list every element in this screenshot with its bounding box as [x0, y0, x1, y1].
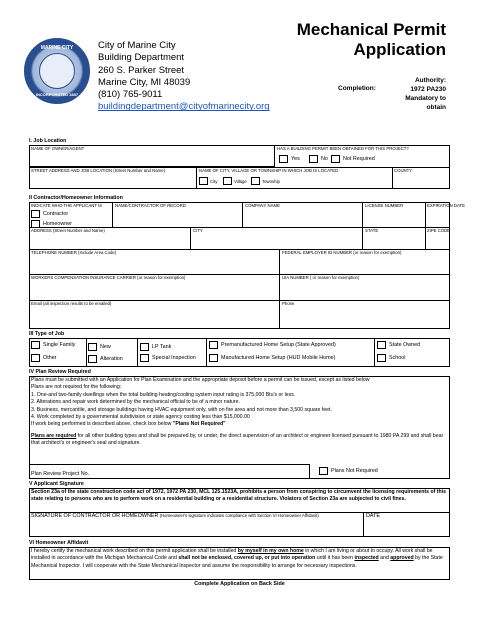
special-inspection-checkbox[interactable]: [140, 354, 149, 362]
school-label: School: [389, 355, 406, 361]
affidavit-part-1: I hereby certify the mechanical work described on this permit application shall be installed: [31, 548, 238, 554]
permit-obtained-label: HAS A BUILDING PERMIT BEEN OBTAINED FOR THIS PROJECT?: [277, 146, 409, 151]
village-option-label: Village: [234, 179, 247, 184]
plan-review-p3: [31, 421, 448, 428]
homeowner-label: Homeowner: [43, 221, 73, 227]
zip-label: ZIPE CODE: [427, 228, 451, 233]
plan-review-item-3: 3. Business, mercantile, and storage buildings having HVAC equipment only, with on fire area and not more than 3,500 square feet.: [31, 406, 332, 413]
alteration-label: Alteration: [100, 356, 123, 362]
affidavit-part-3: in which I am living or about to occupy. All work shall be installed in accordance with the Michigan Mechanical Code and: [31, 548, 433, 562]
authority-block: [392, 76, 446, 112]
address-label: ADDRESS (Street Number and Name): [31, 228, 105, 233]
title-line-1: Mechanical Permit: [296, 20, 446, 39]
village-checkbox[interactable]: [223, 177, 232, 185]
plan-review-p1: Plans must be submitted with an Application for Plan Examination and the appropriate deposit before a permit can be issued, except as listed below: [31, 377, 370, 383]
email-label: Email (all inspection results to be emailed): [31, 301, 112, 306]
plan-review-item-1: 1. One-and two-family dwellings when the total building heating/cooling system input rating is 375,000 Btu's or less.: [31, 391, 296, 398]
new-checkbox[interactable]: [88, 343, 97, 351]
fein-label: FEDERAL EMPLOYER ID NUMBER (or reason for exemption): [282, 250, 402, 255]
county-label: COUNTY: [394, 168, 413, 173]
alteration-checkbox[interactable]: [88, 355, 97, 363]
workers-comp-label: WORKERS COMPENSATION INSURANCE CARRIER (or reason for exemption): [31, 275, 186, 280]
department-address: [98, 40, 270, 114]
affidavit-part-9: by the State Mechanical Inspector. I will cooperate with the State Mechanical Inspector and assume the responsibility to arrange for necessary inspections.: [31, 555, 443, 569]
department-name: Building Department: [98, 52, 185, 64]
new-label: New: [100, 344, 111, 350]
plan-review-p2: Plans are not required for the following:: [31, 384, 122, 391]
permit-not-required-label: Not Required: [343, 156, 375, 162]
plan-review-p3-text: If work being performed is described above, check box below: [31, 421, 173, 428]
signature-label-text: SIGNATURE OF CONTRACTOR OR HOMEOWNER: [31, 513, 159, 519]
completion-label: Completion:: [338, 85, 376, 92]
other-checkbox[interactable]: [31, 354, 40, 362]
city-option-label: City: [210, 179, 218, 184]
contractor-checkbox[interactable]: [31, 210, 40, 218]
seal-top-text: MARINE CITY: [40, 45, 74, 51]
owner-label: NAME OF OWNER/AGENT: [31, 146, 85, 151]
school-checkbox[interactable]: [377, 354, 386, 362]
section-3-heading: III Type of Job: [29, 331, 65, 337]
other-label: Other: [43, 355, 57, 361]
telephone-label: TELEPHONE NUMBER (Include Area Code): [31, 250, 117, 255]
phone-number: (810) 765-9011: [98, 89, 163, 101]
plan-review-text: [31, 377, 448, 448]
affidavit-not-enclosed: shall not be enclosed, covered up, or put into operation: [178, 555, 316, 562]
authority-mandate: Mandatory to obtain: [405, 95, 446, 111]
plan-review-p4: [31, 433, 448, 448]
project-number-label: Plan Review Project No.: [31, 471, 90, 477]
city-name: City of Marine City: [98, 40, 176, 51]
permit-yes-checkbox[interactable]: [279, 155, 288, 163]
street-label: STREET ADDRESS AND JOB LOCATION (Street Number and Name): [31, 168, 166, 173]
permit-form: [29, 138, 466, 600]
plans-not-required-label: Plans Not Required: [331, 468, 378, 474]
uia-label: UIA NUMBER ( or reason for exemption): [282, 275, 360, 280]
city-state-zip: Marine City, MI 48039: [98, 76, 191, 88]
premanufactured-checkbox[interactable]: [209, 341, 218, 349]
section-5-heading: V Applicant Signature: [29, 481, 84, 487]
authority-act: 1972 PA230: [410, 86, 446, 93]
record-label: NAME/CONTRACTOR OF RECORD: [115, 203, 186, 208]
back-side-note: Complete Application on Back Side: [194, 581, 285, 587]
affidavit-approved: approved: [390, 555, 414, 562]
single-family-checkbox[interactable]: [31, 341, 40, 349]
affidavit-part-5: until it has been: [315, 555, 355, 562]
state-owned-label: State Owned: [389, 342, 421, 348]
manufactured-checkbox[interactable]: [209, 354, 218, 362]
license-label: LICENSE NUMBER: [365, 203, 404, 208]
page-title: [266, 20, 446, 60]
lp-tank-label: LP Tank: [152, 344, 172, 350]
township-option-label: Township: [262, 179, 280, 184]
special-inspection-label: Special Inspection: [152, 355, 196, 361]
section-4-heading: IV Plan Review Required: [29, 369, 91, 375]
applicant-type-label: INDICATE WHO THE APPLICANT IS: [31, 203, 103, 208]
homeowner-affidavit-text: [31, 548, 448, 570]
contractor-label: Contractor: [43, 211, 69, 217]
municipality-label: NAME OF CITY, VILLAGE OR TOWNSHIP IN WHICH JOB IS LOCATED: [199, 168, 339, 173]
expiration-label: EXPIRATION DATE: [427, 203, 466, 208]
phone-label: Phone: [282, 301, 295, 306]
plan-review-p3-emphasis: "Plans Not Required": [172, 421, 226, 428]
permit-no-label: No: [321, 156, 328, 162]
plans-not-required-checkbox[interactable]: [319, 467, 328, 475]
permit-no-checkbox[interactable]: [309, 155, 318, 163]
city-seal-logo: [24, 38, 90, 104]
phone-field[interactable]: [279, 300, 450, 329]
affidavit-inspected: inspected: [354, 555, 379, 562]
state-label: STATE: [365, 228, 379, 233]
date-label: DATE: [366, 513, 380, 519]
ship-emblem: [39, 53, 75, 89]
premanufactured-label: Premanufactured Home Setup (State Approved): [221, 342, 336, 348]
section-1-heading: I. Job Location: [29, 138, 67, 144]
section-23a-statement: Section 23a of the state construction code act of 1972, 1972 PA 230, MCL 125.1523A, prohibits a person from conspiring to circumvent the licensing requirements of this state relating to persons who are to perform work on a residential building or a residential structure. Violators of Section 23a are subjected to civil fines.: [31, 489, 447, 503]
plan-review-item-2: 2. Alterations and repair work determined by the mechanical official to be of a minor nature.: [31, 399, 240, 406]
lp-tank-checkbox[interactable]: [140, 343, 149, 351]
city-label: CITY: [193, 228, 203, 233]
single-family-label: Single Family: [43, 342, 76, 348]
manufactured-label: Manufactured Home Setup (HUD Mobile Home): [221, 355, 336, 361]
street-address: 260 S. Parker Street: [98, 64, 185, 76]
title-line-2: Application: [353, 40, 446, 59]
affidavit-own-home: by myself in my own home: [237, 548, 304, 554]
affidavit-part-7: and: [378, 555, 391, 562]
company-label: COMPANY NAME: [245, 203, 280, 208]
plans-required-emphasis: Plans are required: [31, 432, 77, 439]
permit-not-required-checkbox[interactable]: [331, 155, 340, 163]
state-owned-checkbox[interactable]: [377, 341, 386, 349]
plans-required-text: for all other building types and shall be prepared by, or under, the direct supervision of an architect or engineer licensed pursuant to 1980 PA 299 and shall bear that architect's or engineer's seal and signature.: [31, 432, 444, 447]
authority-label: Authority:: [414, 77, 446, 84]
permit-yes-label: Yes: [291, 156, 300, 162]
city-field[interactable]: [190, 227, 363, 250]
email-link[interactable]: buildingdepartment@cityofmarinecity.org: [98, 101, 270, 113]
signature-label: [31, 513, 319, 519]
section-6-heading: VI Homeowner Affidavit: [29, 540, 89, 546]
signature-note: (Homeowner's signature indicates compliance with Section VI Homeowner Affidavit): [158, 513, 319, 518]
section-2-heading: II Contractor/Homeowner Information: [29, 195, 123, 201]
township-checkbox[interactable]: [251, 177, 260, 185]
seal-bottom-text: INCORPORATED 1887: [35, 92, 79, 97]
city-checkbox[interactable]: [199, 177, 208, 185]
plan-review-item-4: 4. Work completed by a governmental subdivision or state agency costing less than $15,000.00: [31, 414, 250, 421]
